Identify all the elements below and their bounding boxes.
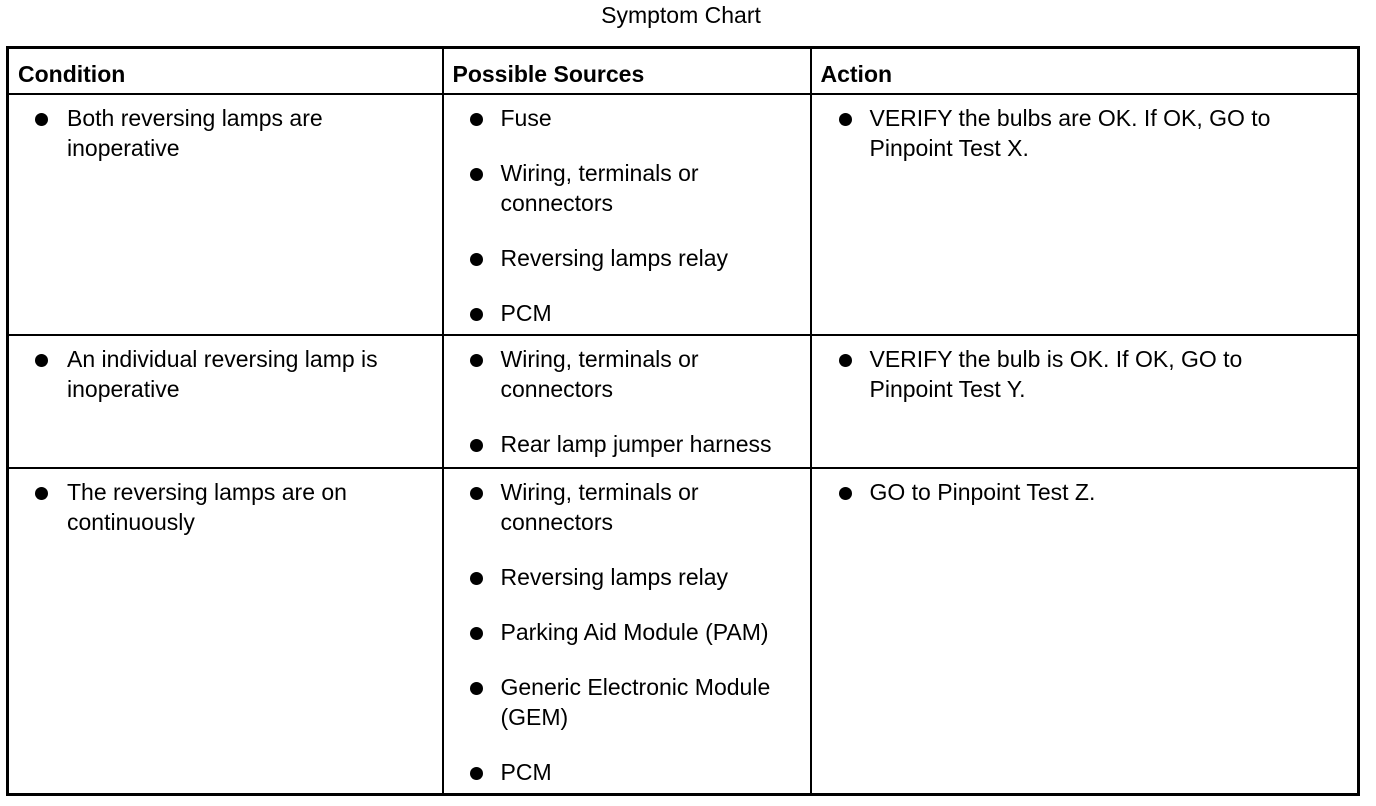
symptom-table (6, 46, 1360, 796)
list-item: Fuse (444, 103, 810, 133)
bullet-icon (470, 682, 483, 695)
list-item: Generic Electronic Module (GEM) (444, 672, 810, 732)
list-item: The reversing lamps are on continuously (9, 477, 442, 537)
list-item: Wiring, terminals or connectors (444, 158, 810, 218)
table-header-row (8, 48, 1359, 94)
condition-cell (8, 94, 443, 335)
list-item: GO to Pinpoint Test Z. (812, 477, 1358, 507)
condition-cell (8, 468, 443, 795)
table-row (8, 335, 1359, 468)
list-item: Reversing lamps relay (444, 562, 810, 592)
list-item: Reversing lamps relay (444, 243, 810, 273)
list-item: VERIFY the bulb is OK. If OK, GO to Pinpoint Test Y. (812, 344, 1358, 404)
bullet-icon (35, 113, 48, 126)
bullet-icon (470, 487, 483, 500)
bullet-icon (839, 487, 852, 500)
bullet-icon (470, 308, 483, 321)
bullet-icon (470, 627, 483, 640)
bullet-icon (470, 168, 483, 181)
bullet-icon (35, 354, 48, 367)
action-cell (811, 335, 1359, 468)
list-item: PCM (444, 298, 810, 328)
action-cell (811, 94, 1359, 335)
list-item: Parking Aid Module (PAM) (444, 617, 810, 647)
condition-cell (8, 335, 443, 468)
sources-cell (443, 94, 811, 335)
page-title: Symptom Chart (601, 2, 761, 28)
list-item: PCM (444, 757, 810, 787)
bullet-icon (470, 113, 483, 126)
bullet-icon (470, 354, 483, 367)
sources-cell (443, 335, 811, 468)
list-item: An individual reversing lamp is inoperative (9, 344, 442, 404)
bullet-icon (470, 439, 483, 452)
column-header-possible-sources: Possible Sources (443, 48, 811, 94)
sources-cell (443, 468, 811, 795)
list-item: Rear lamp jumper harness (444, 429, 810, 459)
table-row (8, 94, 1359, 335)
list-item: VERIFY the bulbs are OK. If OK, GO to Pinpoint Test X. (812, 103, 1358, 163)
bullet-icon (839, 354, 852, 367)
list-item: Wiring, terminals or connectors (444, 344, 810, 404)
column-header-action: Action (811, 48, 1359, 94)
bullet-icon (35, 487, 48, 500)
list-item: Both reversing lamps are inoperative (9, 103, 442, 163)
bullet-icon (470, 572, 483, 585)
bullet-icon (839, 113, 852, 126)
table-row (8, 468, 1359, 795)
column-header-condition: Condition (8, 48, 443, 94)
action-cell (811, 468, 1359, 795)
bullet-icon (470, 767, 483, 780)
bullet-icon (470, 253, 483, 266)
list-item: Wiring, terminals or connectors (444, 477, 810, 537)
